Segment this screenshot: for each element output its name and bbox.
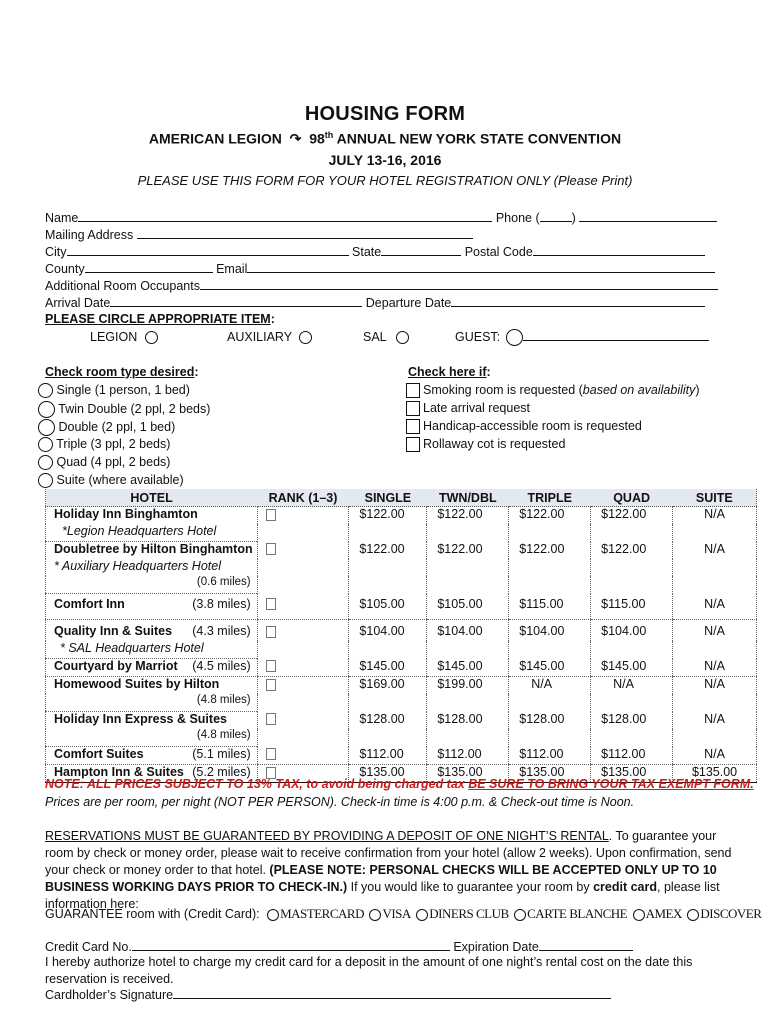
hotel-name: Courtyard by Marriot — [54, 659, 178, 673]
rate-suite: $135.00 — [673, 765, 757, 783]
email-label: Email — [216, 262, 248, 276]
hotel-distance: (4.5 miles) — [192, 659, 251, 673]
table-row — [46, 620, 757, 642]
hotel-name: Quality Inn & Suites — [54, 624, 173, 638]
departure-field[interactable] — [451, 294, 705, 307]
rate-triple: $112.00 — [509, 747, 591, 765]
rate-twn: $135.00 — [427, 765, 509, 783]
rank-cell[interactable] — [257, 542, 349, 594]
rank-checkbox[interactable] — [266, 543, 276, 555]
mailing-label: Mailing Address — [45, 228, 134, 242]
sal-label: SAL — [363, 330, 387, 344]
guarantee-row — [45, 906, 763, 922]
rates-table — [45, 489, 757, 783]
subtitle-org: AMERICAN LEGION — [148, 130, 282, 147]
phone-field[interactable] — [579, 209, 717, 222]
header-single: SINGLE — [349, 489, 427, 507]
smoking-italic: based on availability — [582, 383, 696, 397]
twin-circle[interactable] — [38, 401, 55, 418]
rate-quad: $115.00 — [591, 594, 673, 620]
check-here-heading — [408, 365, 491, 382]
legion-circle[interactable] — [145, 331, 158, 344]
postal-field[interactable] — [533, 243, 705, 256]
rate-single: $145.00 — [349, 659, 427, 677]
mastercard-radio[interactable] — [267, 909, 279, 921]
rate-suite: N/A — [673, 712, 757, 747]
table-row — [46, 677, 757, 695]
rank-cell[interactable] — [257, 712, 349, 747]
rate-quad: $128.00 — [591, 712, 673, 747]
expiration-field[interactable] — [539, 938, 633, 951]
signature-row — [45, 986, 611, 1003]
hotel-cell — [46, 659, 258, 677]
hotel-name: Comfort Suites — [54, 747, 144, 761]
hotel-name: Homewood Suites by Hilton — [54, 677, 220, 691]
rate-single: $112.00 — [349, 747, 427, 765]
room-type-suite[interactable] — [38, 473, 184, 490]
reservation-text-1: . To guarantee your room by check or money order, please wait to receive confirmation from your hotel (allow 2 weeks). Upon confirmation, send your check or money order to that hotel. — [45, 829, 732, 877]
suite-label: Suite (where available) — [56, 473, 184, 487]
subtitle-number: 98 — [309, 130, 325, 147]
name-field[interactable] — [78, 209, 492, 222]
room-type-quad[interactable] — [38, 455, 170, 472]
room-type-twin[interactable] — [38, 401, 210, 418]
header-suite: SUITE — [673, 489, 757, 507]
rate-suite: N/A — [673, 542, 757, 594]
amex-label: AMEX — [645, 906, 682, 921]
table-header-row — [46, 489, 757, 507]
rank-checkbox[interactable] — [266, 748, 276, 760]
credit-card-row — [45, 938, 633, 955]
header-quad: QUAD — [591, 489, 673, 507]
check-here-label: Check here if — [408, 365, 487, 379]
quad-circle[interactable] — [38, 455, 53, 470]
subtitle — [0, 130, 770, 148]
rate-triple: $145.00 — [509, 659, 591, 677]
rate-quad: $122.00 — [591, 507, 673, 542]
guest-label: GUEST: — [455, 330, 501, 344]
rank-checkbox[interactable] — [266, 660, 276, 672]
rollaway-label: Rollaway cot is requested — [423, 437, 566, 451]
late-label: Late arrival request — [423, 401, 531, 415]
reservation-text-3: , please list information here: — [45, 880, 720, 911]
discover-radio[interactable] — [687, 909, 699, 921]
mastercard-label: MASTERCARD — [280, 906, 364, 921]
departure-label: Departure Date — [365, 296, 452, 310]
smoking-checkbox[interactable] — [406, 383, 420, 398]
smoking-close: ) — [695, 383, 700, 397]
hotel-distance: (5.1 miles) — [192, 747, 251, 761]
triple-label: Triple (3 ppl, 2 beds) — [56, 437, 171, 451]
double-circle[interactable] — [38, 419, 55, 436]
auxiliary-circle[interactable] — [299, 331, 312, 344]
triple-circle[interactable] — [38, 437, 53, 452]
single-label: Single (1 person, 1 bed) — [56, 383, 190, 397]
rate-triple: $104.00 — [509, 620, 591, 659]
rate-twn: $145.00 — [427, 659, 509, 677]
rate-single: $122.00 — [349, 507, 427, 542]
sal-circle[interactable] — [396, 331, 409, 344]
diners-radio[interactable] — [416, 909, 428, 921]
county-field[interactable] — [85, 260, 213, 273]
tax-note-text: NOTE: ALL PRICES SUBJECT TO 13% TAX, to avoid being charged tax — [45, 777, 469, 791]
rate-suite: N/A — [673, 620, 757, 659]
rank-checkbox[interactable] — [266, 509, 276, 521]
hotel-note: * SAL Headquarters Hotel — [46, 641, 258, 659]
hotel-distance: (5.2 miles) — [192, 765, 251, 779]
subtitle-sup: th — [324, 130, 334, 140]
header-hotel: HOTEL — [46, 489, 258, 507]
rate-twn: $199.00 — [427, 677, 509, 712]
subtitle-event: ANNUAL NEW YORK STATE CONVENTION — [336, 130, 622, 147]
amex-radio[interactable] — [633, 909, 645, 921]
rate-triple: $122.00 — [509, 542, 591, 594]
room-type-triple[interactable] — [38, 437, 170, 454]
table-row — [46, 594, 757, 620]
circle-item-heading — [45, 312, 275, 329]
arrow-icon: ↷ — [285, 130, 306, 147]
rank-cell[interactable] — [257, 659, 349, 677]
circle-item-colon: : — [270, 312, 275, 326]
smoking-label: Smoking room is requested ( — [423, 383, 583, 397]
hotel-note: * Auxiliary Headquarters Hotel — [54, 559, 221, 573]
page-title: HOUSING FORM — [304, 103, 466, 125]
county-row — [45, 260, 715, 277]
rate-twn: $105.00 — [427, 594, 509, 620]
state-label: State — [352, 245, 382, 259]
postal-label: Postal Code — [464, 245, 533, 259]
occupants-row — [45, 277, 718, 294]
hotel-name: Comfort Inn — [54, 597, 125, 611]
rank-checkbox[interactable] — [266, 626, 276, 638]
reservation-paragraph — [45, 828, 735, 913]
rank-cell[interactable] — [257, 677, 349, 712]
diners-label: DINERS CLUB — [429, 906, 509, 921]
event-dates: JULY 13-16, 2016 — [328, 152, 442, 168]
hotel-distance: (4.3 miles) — [192, 624, 251, 638]
rate-quad: $122.00 — [591, 542, 673, 594]
table-row — [46, 542, 757, 560]
table-row — [46, 712, 757, 730]
rank-checkbox[interactable] — [266, 713, 276, 725]
check-handicap[interactable] — [406, 419, 642, 436]
signature-label: Cardholder’s Signature — [45, 988, 174, 1002]
hotel-name: Holiday Inn Binghamton — [54, 507, 198, 521]
rate-triple: $135.00 — [509, 765, 591, 783]
legion-label: LEGION — [90, 330, 138, 344]
rank-cell[interactable] — [257, 594, 349, 620]
rate-suite: N/A — [673, 507, 757, 542]
room-type-single[interactable] — [38, 383, 190, 400]
visa-label: VISA — [382, 906, 411, 921]
option-legion[interactable] — [90, 330, 158, 347]
visa-radio[interactable] — [369, 909, 381, 921]
rate-quad: $145.00 — [591, 659, 673, 677]
authorize-text: I hereby authorize hotel to charge my credit card for a deposit in the amount of one night’s rental cost on the date this reservation is received. — [45, 955, 693, 986]
rate-twn: $104.00 — [427, 620, 509, 659]
guest-circle[interactable] — [506, 329, 523, 346]
twin-label: Twin Double (2 ppl, 2 beds) — [58, 401, 211, 416]
rate-suite: N/A — [673, 659, 757, 677]
rank-cell[interactable] — [257, 747, 349, 765]
city-field[interactable] — [67, 243, 349, 256]
rate-triple: $115.00 — [509, 594, 591, 620]
option-guest[interactable] — [455, 328, 709, 345]
rate-single: $135.00 — [349, 765, 427, 783]
rank-cell[interactable] — [257, 620, 349, 659]
hotel-name: Hampton Inn & Suites — [54, 765, 184, 779]
name-label: Name — [45, 211, 79, 225]
suite-circle[interactable] — [38, 473, 53, 488]
phone-label: Phone ( — [495, 211, 540, 225]
table-row — [46, 659, 757, 677]
instructions: PLEASE USE THIS FORM FOR YOUR HOTEL REGISTRATION ONLY (Please Print) — [137, 173, 633, 188]
city-row — [45, 243, 705, 260]
rate-quad: $112.00 — [591, 747, 673, 765]
header-rank: RANK (1–3) — [257, 489, 349, 507]
rate-quad: $135.00 — [591, 765, 673, 783]
tax-note — [45, 777, 754, 791]
hotel-distance: (0.6 miles) — [196, 576, 251, 588]
room-type-label: Check room type desired — [45, 365, 195, 379]
rate-quad: N/A — [591, 677, 673, 712]
rate-triple: $122.00 — [509, 507, 591, 542]
reservation-bold: (PLEASE NOTE: PERSONAL CHECKS WILL BE ACCEPTED ONLY UP TO 10 BUSINESS WORKING DAYS PRIOR TO CHECK-IN.) — [45, 863, 717, 894]
room-type-heading — [45, 365, 199, 382]
expiration-label: Expiration Date — [453, 940, 539, 954]
carte-blanche-label: CARTE BLANCHE — [527, 906, 628, 921]
check-here-colon: : — [486, 365, 491, 379]
guarantee-label: GUARANTEE room with (Credit Card): — [45, 907, 260, 921]
cc-number-field[interactable] — [132, 938, 450, 951]
table-row — [46, 507, 757, 525]
carte-blanche-radio[interactable] — [514, 909, 526, 921]
dates-row — [45, 294, 705, 311]
prices-note: Prices are per room, per night (NOT PER PERSON). Check-in time is 4:00 p.m. & Check-out time is Noon. — [45, 795, 635, 809]
table-row — [46, 747, 757, 765]
arrival-field[interactable] — [110, 294, 362, 307]
check-rollaway[interactable] — [406, 437, 565, 454]
tax-note-underlined: BE SURE TO BRING YOUR TAX EXEMPT FORM. — [468, 777, 754, 791]
handicap-label: Handicap-accessible room is requested — [423, 419, 642, 433]
room-type-colon: : — [194, 365, 199, 379]
rate-suite: N/A — [673, 747, 757, 765]
rank-cell[interactable] — [257, 507, 349, 542]
phone-close: ) — [571, 211, 576, 225]
rate-single: $128.00 — [349, 712, 427, 747]
reservation-text-2: If you would like to guarantee your room by — [347, 880, 594, 894]
reservation-cc-bold: credit card — [593, 880, 658, 894]
check-late[interactable] — [406, 401, 530, 418]
cc-number-label: Credit Card No. — [45, 940, 132, 954]
county-label: County — [45, 262, 85, 276]
header-twn-dbl: TWN/DBL — [427, 489, 509, 507]
rate-twn: $122.00 — [427, 507, 509, 542]
rate-twn: $112.00 — [427, 747, 509, 765]
email-field[interactable] — [247, 260, 715, 273]
rate-suite: N/A — [673, 594, 757, 620]
rate-single: $169.00 — [349, 677, 427, 712]
rollaway-checkbox[interactable] — [406, 437, 420, 452]
rate-suite: N/A — [673, 677, 757, 712]
hotel-note: *Legion Headquarters Hotel — [46, 524, 258, 542]
rate-single: $122.00 — [349, 542, 427, 594]
occupants-field[interactable] — [200, 277, 718, 290]
state-field[interactable] — [381, 243, 461, 256]
hotel-cell — [46, 747, 258, 765]
rate-quad: $104.00 — [591, 620, 673, 659]
single-circle[interactable] — [38, 383, 53, 398]
guest-field[interactable] — [523, 328, 709, 341]
rank-checkbox[interactable] — [266, 598, 276, 610]
occupants-label: Additional Room Occupants — [45, 279, 200, 293]
header-triple: TRIPLE — [509, 489, 591, 507]
hotel-name: Doubletree by Hilton Binghamton — [54, 542, 253, 556]
city-label: City — [45, 245, 67, 259]
name-row — [45, 209, 717, 226]
mailing-field[interactable] — [137, 226, 473, 239]
rate-triple: $128.00 — [509, 712, 591, 747]
signature-field[interactable] — [173, 986, 611, 999]
hotel-cell — [46, 594, 258, 620]
hotel-distance: (4.8 miles) — [196, 729, 251, 741]
rate-triple: N/A — [509, 677, 591, 712]
auxiliary-label: AUXILIARY — [227, 330, 292, 344]
circle-item-label: PLEASE CIRCLE APPROPRIATE ITEM — [45, 312, 271, 326]
quad-label: Quad (4 ppl, 2 beds) — [56, 455, 171, 469]
rate-single: $104.00 — [349, 620, 427, 659]
room-type-double[interactable] — [38, 419, 175, 436]
hotel-distance: (4.8 miles) — [196, 694, 251, 706]
double-label: Double (2 ppl, 1 bed) — [58, 419, 176, 434]
hotel-name: Holiday Inn Express & Suites — [54, 712, 227, 726]
check-smoking[interactable] — [406, 383, 700, 400]
discover-label: DISCOVER — [700, 906, 762, 921]
option-sal[interactable] — [363, 330, 409, 347]
reservation-heading: RESERVATIONS MUST BE GUARANTEED BY PROVIDING A DEPOSIT OF ONE NIGHT’S RENTAL — [45, 829, 609, 843]
arrival-label: Arrival Date — [45, 296, 111, 310]
rank-checkbox[interactable] — [266, 679, 276, 691]
rate-twn: $122.00 — [427, 542, 509, 594]
hotel-distance: (3.8 miles) — [192, 597, 251, 611]
hotel-cell — [46, 620, 258, 642]
mailing-row — [45, 226, 473, 243]
option-auxiliary[interactable] — [227, 330, 312, 347]
phone-area-field[interactable] — [540, 209, 572, 222]
rate-twn: $128.00 — [427, 712, 509, 747]
handicap-checkbox[interactable] — [406, 419, 420, 434]
late-checkbox[interactable] — [406, 401, 420, 416]
rate-single: $105.00 — [349, 594, 427, 620]
